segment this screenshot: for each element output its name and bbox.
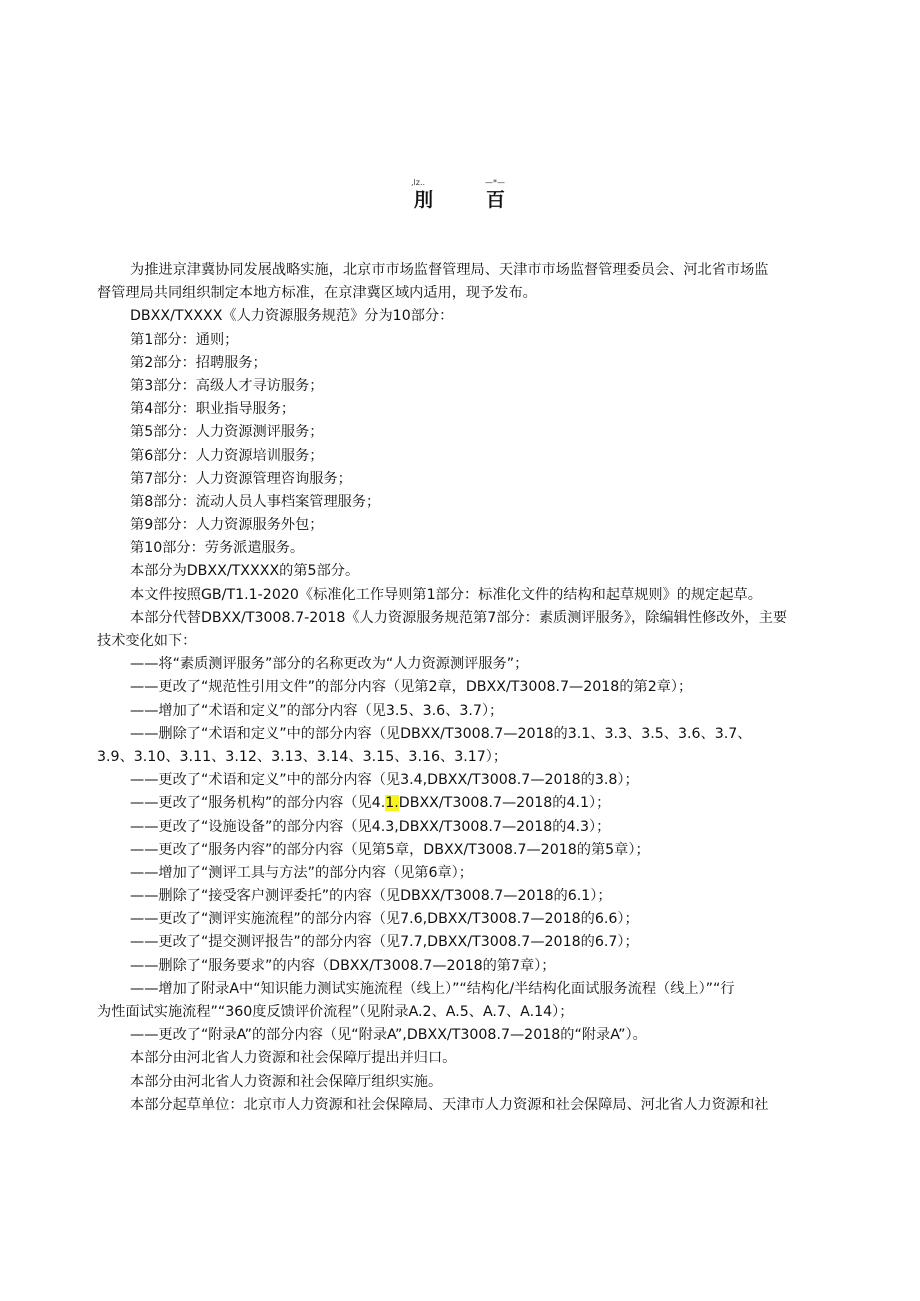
part-list-item: 第9部分：人力资源服务外包； xyxy=(130,517,324,534)
change-list-item xyxy=(97,792,827,815)
line-text: DBXX/T3008.7—2018的4.1）； xyxy=(398,795,611,812)
part-list-item: 第6部分：人力资源培训服务； xyxy=(130,447,324,464)
part-list-item: 第7部分：人力资源管理咨询服务； xyxy=(130,470,352,487)
part-list-item: 第3部分：高级人才寻访服务； xyxy=(130,377,324,394)
change-list-item: ——删除了“服务要求”的内容（DBXX/T3008.7—2018的第7章）； xyxy=(130,957,556,974)
paragraph-line: DBXX/TXXXX《人力资源服务规范》分为10部分： xyxy=(130,308,454,325)
part-list-item: 第10部分：劳务派遣服务。 xyxy=(130,540,305,557)
line-text: ——更改了“服务机构”的部分内容（见4. xyxy=(130,795,386,812)
change-list-item: ——更改了“提交测评报告”的部分内容（见7.7,DBXX/T3008.7—2018的6.7）； xyxy=(130,934,639,951)
paragraph-line: 本部分代替DBXX/T3008.7-2018《人力资源服务规范第7部分：素质测评服务》，除编辑性修改外，主要 xyxy=(130,609,788,626)
document-body xyxy=(97,259,827,1117)
paragraph-line: 本部分由河北省人力资源和社会保障厅提出并归口。 xyxy=(130,1050,457,1067)
highlighted-text: 1. xyxy=(385,795,399,812)
change-list-item: ——更改了“附录A”的部分内容（见“附录A”,DBXX/T3008.7—2018的“附录A”）。 xyxy=(130,1027,647,1044)
paragraph-line: 技术变化如下： xyxy=(97,633,197,649)
paragraph-line: 本部分由河北省人力资源和社会保障厅组织实施。 xyxy=(130,1073,443,1090)
change-list-item-continued: 3.9、3.10、3.11、3.12、3.13、3.14、3.15、3.16、3.17）； xyxy=(97,748,508,765)
change-list-item: ——将“素质测评服务”部分的名称更改为“人力资源测评服务”； xyxy=(130,656,529,673)
part-list-item: 第8部分：流动人员人事档案管理服务； xyxy=(130,493,381,510)
change-list-item: ——增加了“测评工具与方法”的部分内容（见第6章）； xyxy=(130,864,473,881)
paragraph-line: 本部分为DBXX/TXXXX的第5部分。 xyxy=(130,563,360,580)
change-list-item: ——更改了“规范性引用文件”的部分内容（见第2章，DBXX/T3008.7—2018的第2章）； xyxy=(130,679,693,696)
change-list-item: ——更改了“测评实施流程”的部分内容（见7.6,DBXX/T3008.7—2018的6.6）； xyxy=(130,911,639,928)
header-mark-left: ,lz.. xyxy=(411,178,426,187)
change-list-item-continued: 为性面试实施流程”“360度反馈评价流程”（见附录A.2、A.5、A.7、A.14）； xyxy=(97,1004,574,1020)
change-list-item: ——更改了“术语和定义”中的部分内容（见3.4,DBXX/T3008.7—2018的3.8）； xyxy=(130,772,639,789)
change-list-item: ——更改了“设施设备”的部分内容（见4.3,DBXX/T3008.7—2018的4.3）； xyxy=(130,818,611,835)
paragraph-line: 为推进京津冀协同发展战略实施，北京市市场监督管理局、天津市市场监督管理委员会、河北省市场监 xyxy=(130,262,769,278)
page-title-left: 刖 xyxy=(414,189,434,211)
part-list-item: 第5部分：人力资源测评服务； xyxy=(130,424,324,441)
paragraph-line: 督管理局共同组织制定本地方标准，在京津冀区域内适用，现予发布。 xyxy=(97,285,537,302)
part-list-item: 第1部分：通则； xyxy=(130,331,239,348)
change-list-item: ——更改了“服务内容”的部分内容（见第5章，DBXX/T3008.7—2018的第5章）； xyxy=(130,841,650,858)
part-list-item: 第2部分：招聘服务； xyxy=(130,354,267,371)
paragraph-line: 本文件按照GB/T1.1-2020《标准化工作导则第1部分：标准化文件的结构和起草规则》的规定起草。 xyxy=(130,586,762,603)
paragraph-line: 本部分起草单位：北京市人力资源和社会保障局、天津市人力资源和社会保障局、河北省人力资源和社 xyxy=(130,1096,769,1113)
header-mark-right: —*— xyxy=(485,178,505,187)
change-list-item: ——删除了“接受客户测评委托”的内容（见DBXX/T3008.7—2018的6.1）； xyxy=(130,888,612,905)
header-marks xyxy=(0,178,920,188)
part-list-item: 第4部分：职业指导服务； xyxy=(130,401,296,418)
page-title xyxy=(0,188,920,214)
page-title-right: 百 xyxy=(486,189,506,211)
change-list-item: ——增加了附录A中“知识能力测试实施流程（线上）”“结构化/半结构化面试服务流程（线上）”“行 xyxy=(130,980,735,997)
change-list-item: ——增加了“术语和定义”的部分内容（见3.5、3.6、3.7）； xyxy=(130,702,504,719)
change-list-item: ——删除了“术语和定义”中的部分内容（见DBXX/T3008.7—2018的3.1、3.3、3.5、3.6、3.7、 xyxy=(130,725,752,742)
